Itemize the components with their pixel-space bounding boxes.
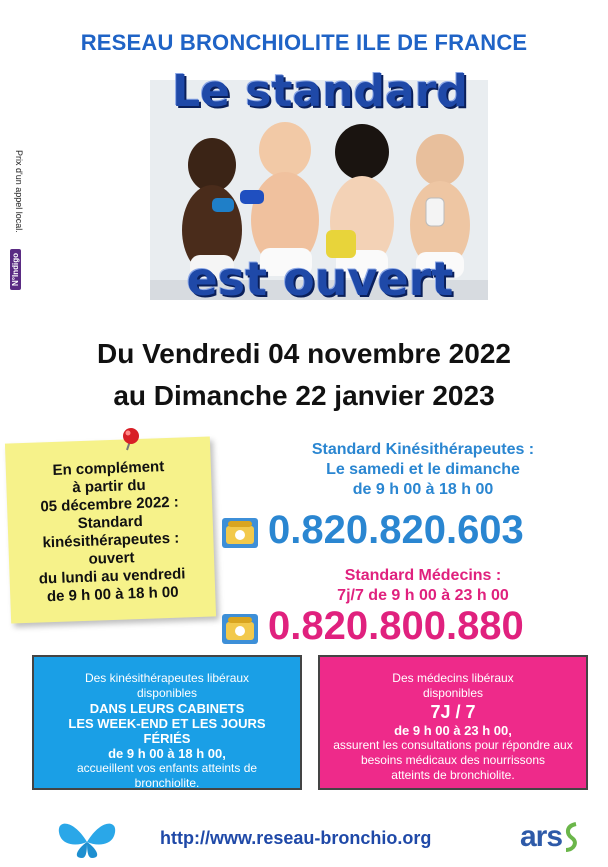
kine-days: Le samedi et le dimanche [326,461,520,478]
medecin-box-line: atteints de bronchiolite. [391,768,515,782]
kine-phone-number[interactable]: 0.820.820.603 [268,508,524,552]
sticky-line: à partir du [72,476,146,497]
website-link[interactable]: http://www.reseau-bronchio.org [160,828,432,848]
medecin-phone-number[interactable]: 0.820.800.880 [268,604,524,648]
sticky-line: kinésithérapeutes : [42,529,180,552]
kine-box-line: disponibles [136,686,198,700]
medecin-info-box [318,655,588,790]
indigo-badge: N°Indigo [10,249,21,290]
kine-hours: de 9 h 00 à 18 h 00 [352,481,494,498]
medecin-box-line: Des médecins libéraux [392,671,514,685]
kine-box-line: de 9 h 00 à 18 h 00, [108,746,226,761]
push-pin-icon [118,426,144,452]
sticky-line: En complément [52,458,165,479]
medecin-title: Standard Médecins : [344,567,502,584]
telephone-icon [222,518,258,548]
date-range-end: au Dimanche 22 janvier 2023 [113,380,495,411]
kine-hours-block [258,440,588,500]
telephone-icon [222,614,258,644]
medecin-hours-block [258,566,588,606]
headline-est-ouvert: est ouvert [186,252,454,306]
sticky-line: 05 décembre 2022 : [40,493,180,516]
kine-info-box [32,655,302,790]
indigo-side-note [6,150,28,310]
ars-logo [520,820,580,862]
sticky-line: de 9 h 00 à 18 h 00 [46,583,179,606]
medecin-box-line: 7J / 7 [430,702,476,722]
kine-box-line: accueillent vos enfants atteints de bronchiolite. [76,761,258,790]
medecin-box-line: disponibles [422,686,484,700]
butterfly-logo-icon [52,812,122,862]
medecin-box-line: assurent les consultations pour répondre aux [333,738,573,752]
headline-le-standard: Le standard [172,66,468,117]
medecin-phone-row [222,604,602,654]
sticky-note [5,436,216,623]
ars-logo-text: ars [520,820,563,853]
ars-swoosh-icon [564,822,578,852]
sticky-line: ouvert [88,549,135,568]
sticky-line: du lundi au vendredi [38,565,186,588]
local-call-price-note: Prix d'un appel local. [14,150,24,233]
medecin-hours: 7j/7 de 9 h 00 à 23 h 00 [337,587,509,604]
medecin-box-line: besoins médicaux des nourrissons [360,753,546,767]
organization-title: RESEAU BRONCHIOLITE ILE DE FRANCE [80,30,528,55]
medecin-box-line: de 9 h 00 à 23 h 00, [394,723,512,738]
date-range-start: Du Vendredi 04 novembre 2022 [97,338,511,369]
kine-title: Standard Kinésithérapeutes : [311,441,535,458]
sticky-note-text [6,456,216,607]
sticky-line: Standard [77,512,144,533]
kine-box-line: LES WEEK-END ET LES JOURS FÉRIÉS [68,716,266,746]
kine-box-line: DANS LEURS CABINETS [89,701,245,716]
kine-box-line: Des kinésithérapeutes libéraux [84,671,250,685]
kine-phone-row [222,508,602,558]
